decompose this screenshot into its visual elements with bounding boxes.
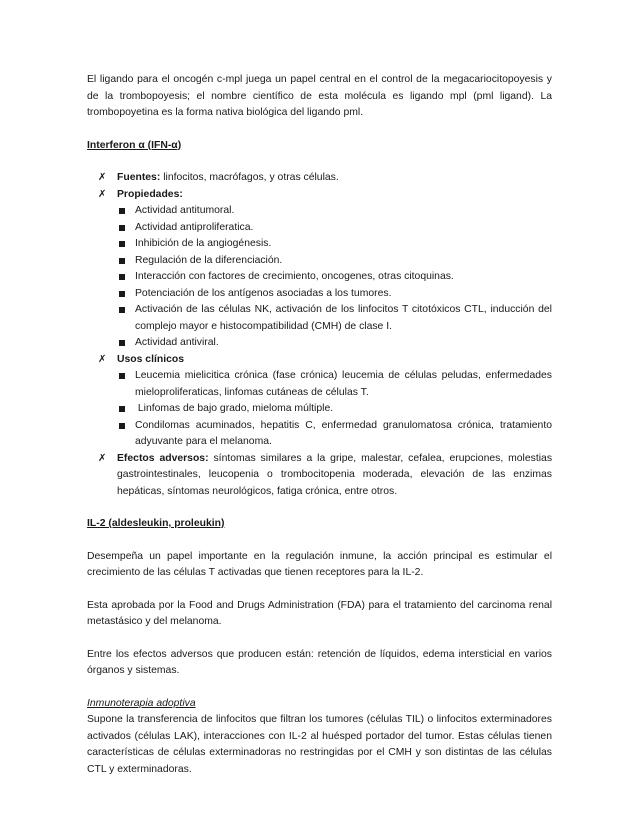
- cross-bullet-icon: ✗: [98, 172, 107, 183]
- square-bullet-icon: [119, 225, 125, 231]
- cross-bullet-icon: ✗: [98, 188, 107, 200]
- square-bullet-icon: [119, 373, 125, 379]
- propiedades-label: Propiedades:: [117, 188, 183, 200]
- usos-label: Usos clínicos: [117, 353, 184, 365]
- list-item: Activación de las células NK, activación de los linfocitos T citotóxicos CTL, inducción del complejo mayor e histocompatibilidad (CMH) de clase I.: [117, 302, 552, 335]
- square-bullet-icon: [119, 307, 125, 313]
- ifn-heading: Interferon α (IFN-α): [87, 139, 182, 151]
- list-item: Regulación de la diferenciación.: [117, 253, 552, 270]
- square-bullet-icon: [119, 274, 125, 280]
- square-bullet-icon: [119, 258, 125, 264]
- il2-heading: IL-2 (aldesleukin, proleukin): [87, 518, 225, 529]
- square-bullet-icon: [119, 241, 125, 247]
- ifn-list: [87, 170, 552, 500]
- list-item-efectos: [87, 451, 552, 501]
- list-item: Inhibición de la angiogénesis.: [117, 236, 552, 253]
- list-item-propiedades: [87, 187, 552, 352]
- usos-list: [117, 368, 552, 451]
- square-bullet-icon: [119, 340, 125, 346]
- inmunoterapia-paragraph: Supone la transferencia de linfocitos que filtran los tumores (células TIL) o linfocitos exterminadores activados (células LAK), interacciones con IL-2 al huésped portador del tumor. Estas células tienen características de células exterminadoras no restringidas por el CMH y son distintas de las células CTL y exterminadoras.: [87, 714, 552, 775]
- list-item: Condilomas acuminados, hepatitis C, enfermedad granulomatosa crónica, tratamiento adyuvante para el melanoma.: [117, 418, 552, 451]
- list-item: Actividad antiviral.: [117, 335, 552, 352]
- efectos-text: síntomas similares a la gripe, malestar, cefalea, erupciones, molestias gastrointestinales, leucopenia o trombocitopenia moderada, elevación de las enzimas hepáticas, síntomas neurológicos, fatiga crónica, entre otros.: [117, 452, 553, 497]
- fuentes-label: Fuentes:: [117, 172, 161, 183]
- efectos-label: Efectos adversos:: [117, 452, 209, 464]
- list-item: Linfomas de bajo grado, mieloma múltiple.: [117, 401, 552, 418]
- square-bullet-icon: [119, 208, 125, 214]
- square-bullet-icon: [119, 423, 125, 429]
- square-bullet-icon: [119, 406, 125, 412]
- propiedades-list: [117, 203, 552, 352]
- list-item: Interacción con factores de crecimiento, oncogenes, otras citoquinas.: [117, 269, 552, 286]
- list-item-usos: [87, 352, 552, 451]
- list-item: Actividad antitumoral.: [117, 203, 552, 220]
- cross-bullet-icon: ✗: [98, 353, 107, 365]
- il2-paragraph-2: Esta aprobada por la Food and Drugs Administration (FDA) para el tratamiento del carcinoma renal metastásico y del melanoma.: [87, 599, 552, 627]
- il2-paragraph-1: Desempeña un papel importante en la regulación inmune, la acción principal es estimular el crecimiento de las células T activadas que tienen receptores para la IL-2.: [87, 550, 552, 578]
- il2-paragraph-3: Entre los efectos adversos que producen están: retención de líquidos, edema intersticial en varios órganos y sistemas.: [87, 648, 552, 676]
- fuentes-text: linfocitos, macrófagos, y otras células.: [160, 172, 339, 183]
- list-item: Potenciación de los antígenos asociadas a los tumores.: [117, 286, 552, 303]
- cross-bullet-icon: ✗: [98, 452, 107, 464]
- inmunoterapia-heading: Inmunoterapia adoptiva: [87, 697, 196, 709]
- square-bullet-icon: [119, 291, 125, 297]
- list-item-fuentes: [87, 170, 552, 187]
- list-item: Leucemia mielicitica crónica (fase crónica) leucemia de células peludas, enfermedades mieloproliferaticas, linfomas cutáneas de células T.: [117, 368, 552, 401]
- list-item: Actividad antiproliferatica.: [117, 220, 552, 237]
- intro-paragraph: El ligando para el oncogén c-mpl juega un papel central en el control de la megacariocitopoyesis y de la trombopoyesis; el nombre científico de esta molécula es ligando mpl (pml ligand). La trombopoyetina es la forma nativa biológica del ligando pml.: [87, 74, 552, 118]
